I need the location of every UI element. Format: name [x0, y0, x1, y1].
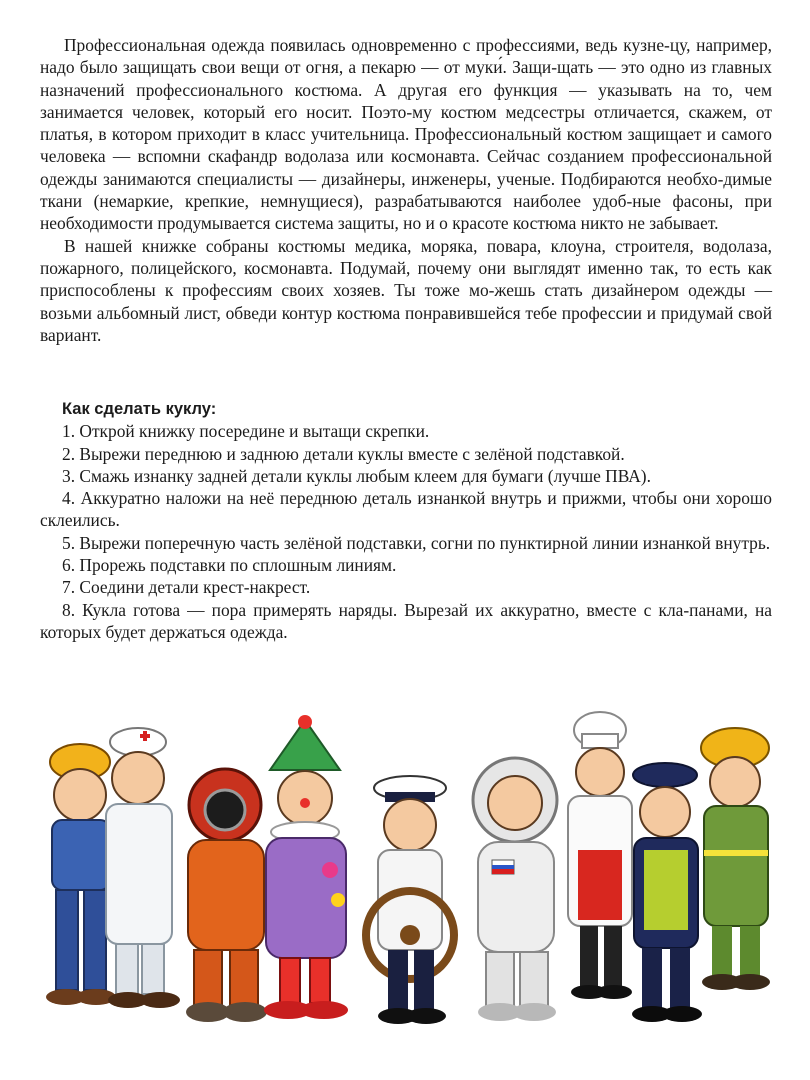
instruction-step: 6. Прорежь подставки по сплошным линиям. [62, 555, 397, 576]
professions-illustration [0, 700, 810, 1080]
figure-doctor [106, 728, 180, 1008]
figure-diver [186, 769, 267, 1022]
intro-paragraph-1: Профессиональная одежда появилась одновременно с профессиями, ведь кузне-цу, например, надо было защищать свои вещи от огня, а пекарю — от муки́. Защи-щать — это одно из главных назначений профессионального костюма. А другая его функция — указывать на то, чем занимается человек, который его носит. Поэто-му костюм медсестры отличается, скажем, от платья, в котором приходит в класс учительница. Профессиональный костюм защищает и самого человека — вспомни скафандр водолаза или космонавта. Сейчас созданием профессиональной одежды занимаются специалисты — дизайнеры, инженеры, ученые. Подбираются необхо-димые ткани (немаркие, крепкие, немнущиеся), разрабатываются наиболее удоб-ные фасоны, при необходимости продумывается система защиты, но и о красоте костюма никто не забывает. [40, 35, 772, 234]
instruction-step: 1. Открой книжку посередине и вытащи скрепки. [62, 421, 430, 442]
instruction-step: 3. Смажь изнанку задней детали куклы любым клеем для бумаги (лучше ПВА). [62, 465, 651, 486]
intro-paragraph-2: В нашей книжке собраны костюмы медика, моряка, повара, клоуна, строителя, водолаза, пожарного, полицейского, космонавта. Подумай, почему они выглядят именно так, то есть как приспособлены к профессиям своих хозяев. Ты тоже мо-жешь стать дизайнером одежды — возьми альбомный лист, обведи контур костюма понравившейся тебе профессии и придумай свой вариант. [40, 235, 772, 345]
instruction-step: 4. Аккуратно наложи на неё переднюю деталь изнанкой внутрь и прижми, чтобы они хорошо склеились. [40, 488, 772, 531]
instruction-step: 2. Вырежи переднюю и заднюю детали куклы вместе с зелёной подставкой. [62, 443, 625, 464]
instruction-step: 5. Вырежи поперечную часть зелёной подставки, согни по пунктирной линии изнанкой внутрь. [62, 532, 771, 553]
instruction-step: 7. Соедини детали крест-накрест. [62, 577, 311, 598]
instructions [40, 398, 772, 643]
figure-cook [568, 712, 632, 999]
instructions-title: Как сделать куклу: [62, 400, 217, 418]
instruction-step: 8. Кукла готова — пора примерять наряды. Вырезай их аккуратно, вместе с кла-панами, на которых будет держаться одежда. [40, 599, 772, 642]
figure-firefighter [701, 728, 770, 990]
figure-sailor [366, 776, 454, 1024]
intro-text [40, 34, 772, 346]
figure-policeman [632, 763, 702, 1022]
figure-astronaut [473, 758, 557, 1021]
figure-clown [264, 715, 348, 1019]
